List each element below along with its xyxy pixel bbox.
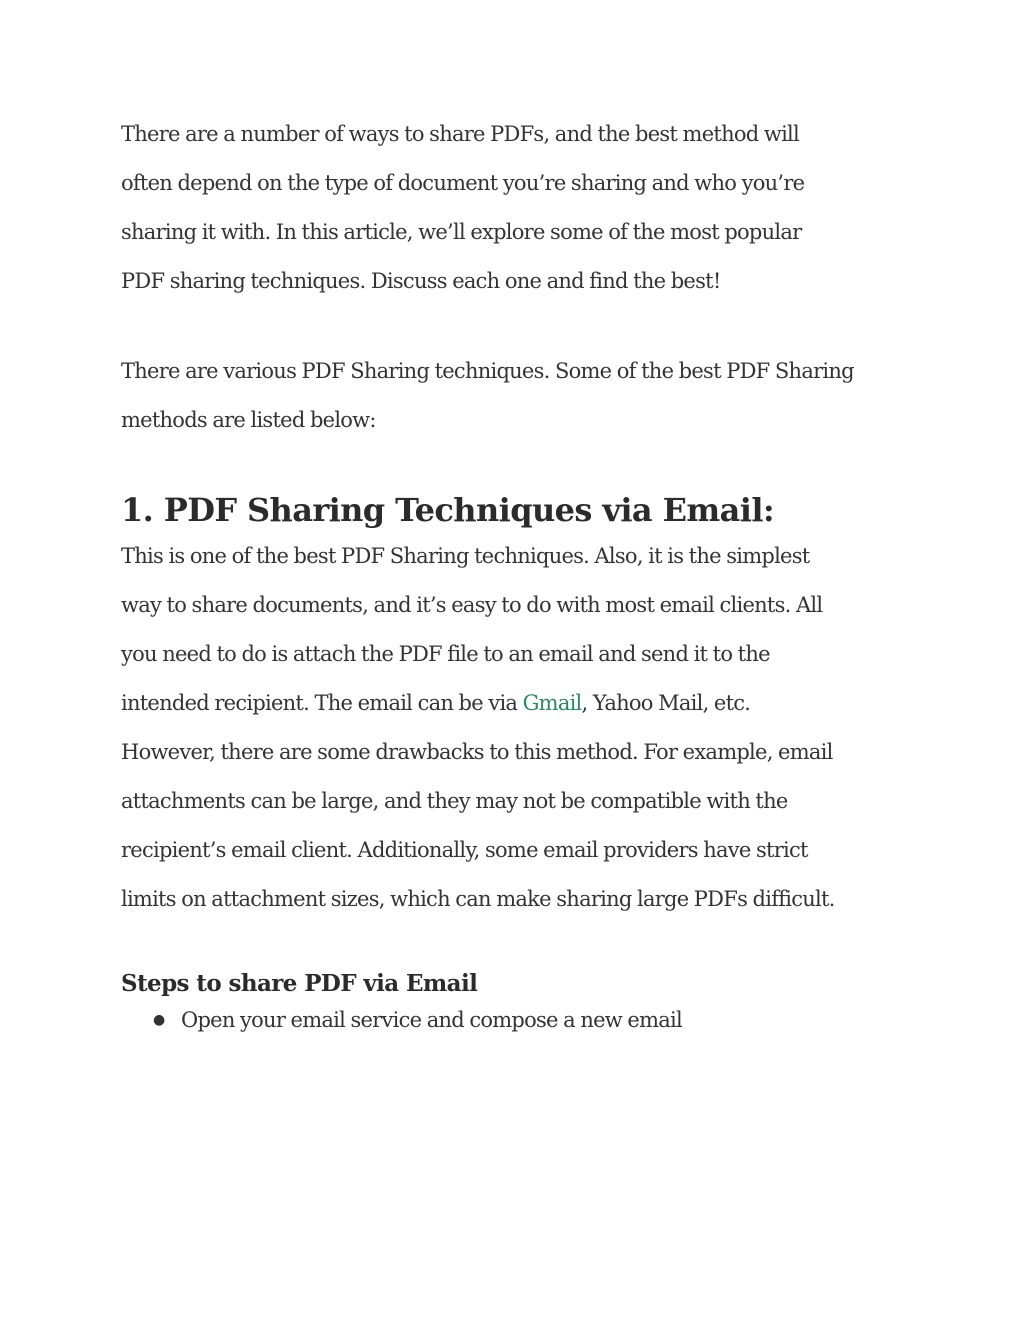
- paragraph-line: sharing it with. In this article, we’ll explore some of the most popular: [121, 220, 802, 244]
- paragraph-line: This is one of the best PDF Sharing techniques. Also, it is the simplest: [121, 544, 810, 568]
- paragraph-line: However, there are some drawbacks to this method. For example, email: [121, 740, 833, 764]
- gmail-link[interactable]: Gmail: [522, 691, 582, 715]
- link-line-before: intended recipient. The email can be via: [121, 691, 523, 715]
- section-heading-email: 1. PDF Sharing Techniques via Email:: [121, 491, 775, 529]
- methods-paragraph: [121, 347, 911, 445]
- email-section-paragraph: [121, 532, 911, 924]
- link-line-after: , Yahoo Mail, etc.: [581, 691, 751, 715]
- steps-heading: Steps to share PDF via Email: [121, 970, 478, 997]
- paragraph-line: limits on attachment sizes, which can make sharing large PDFs difficult.: [121, 887, 835, 911]
- list-item-text: Open your email service and compose a new email: [181, 1008, 682, 1032]
- paragraph-line: attachments can be large, and they may not be compatible with the: [121, 789, 788, 813]
- paragraph-line: There are various PDF Sharing techniques. Some of the best PDF Sharing: [121, 359, 854, 383]
- intro-paragraph: [121, 110, 911, 306]
- document-content: [121, 110, 911, 1035]
- paragraph-line: you need to do is attach the PDF file to an email and send it to the: [121, 642, 770, 666]
- list-item: [121, 1005, 911, 1035]
- paragraph-line: methods are listed below:: [121, 408, 376, 432]
- paragraph-line: often depend on the type of document you’re sharing and who you’re: [121, 171, 805, 195]
- bullet-icon: ●: [153, 1012, 165, 1028]
- paragraph-line: recipient’s email client. Additionally, some email providers have strict: [121, 838, 808, 862]
- paragraph-line-with-link: [121, 679, 911, 728]
- paragraph-line: PDF sharing techniques. Discuss each one and find the best!: [121, 269, 721, 293]
- paragraph-line: There are a number of ways to share PDFs, and the best method will: [121, 122, 799, 146]
- paragraph-line: way to share documents, and it’s easy to do with most email clients. All: [121, 593, 823, 617]
- steps-list: [121, 1005, 911, 1035]
